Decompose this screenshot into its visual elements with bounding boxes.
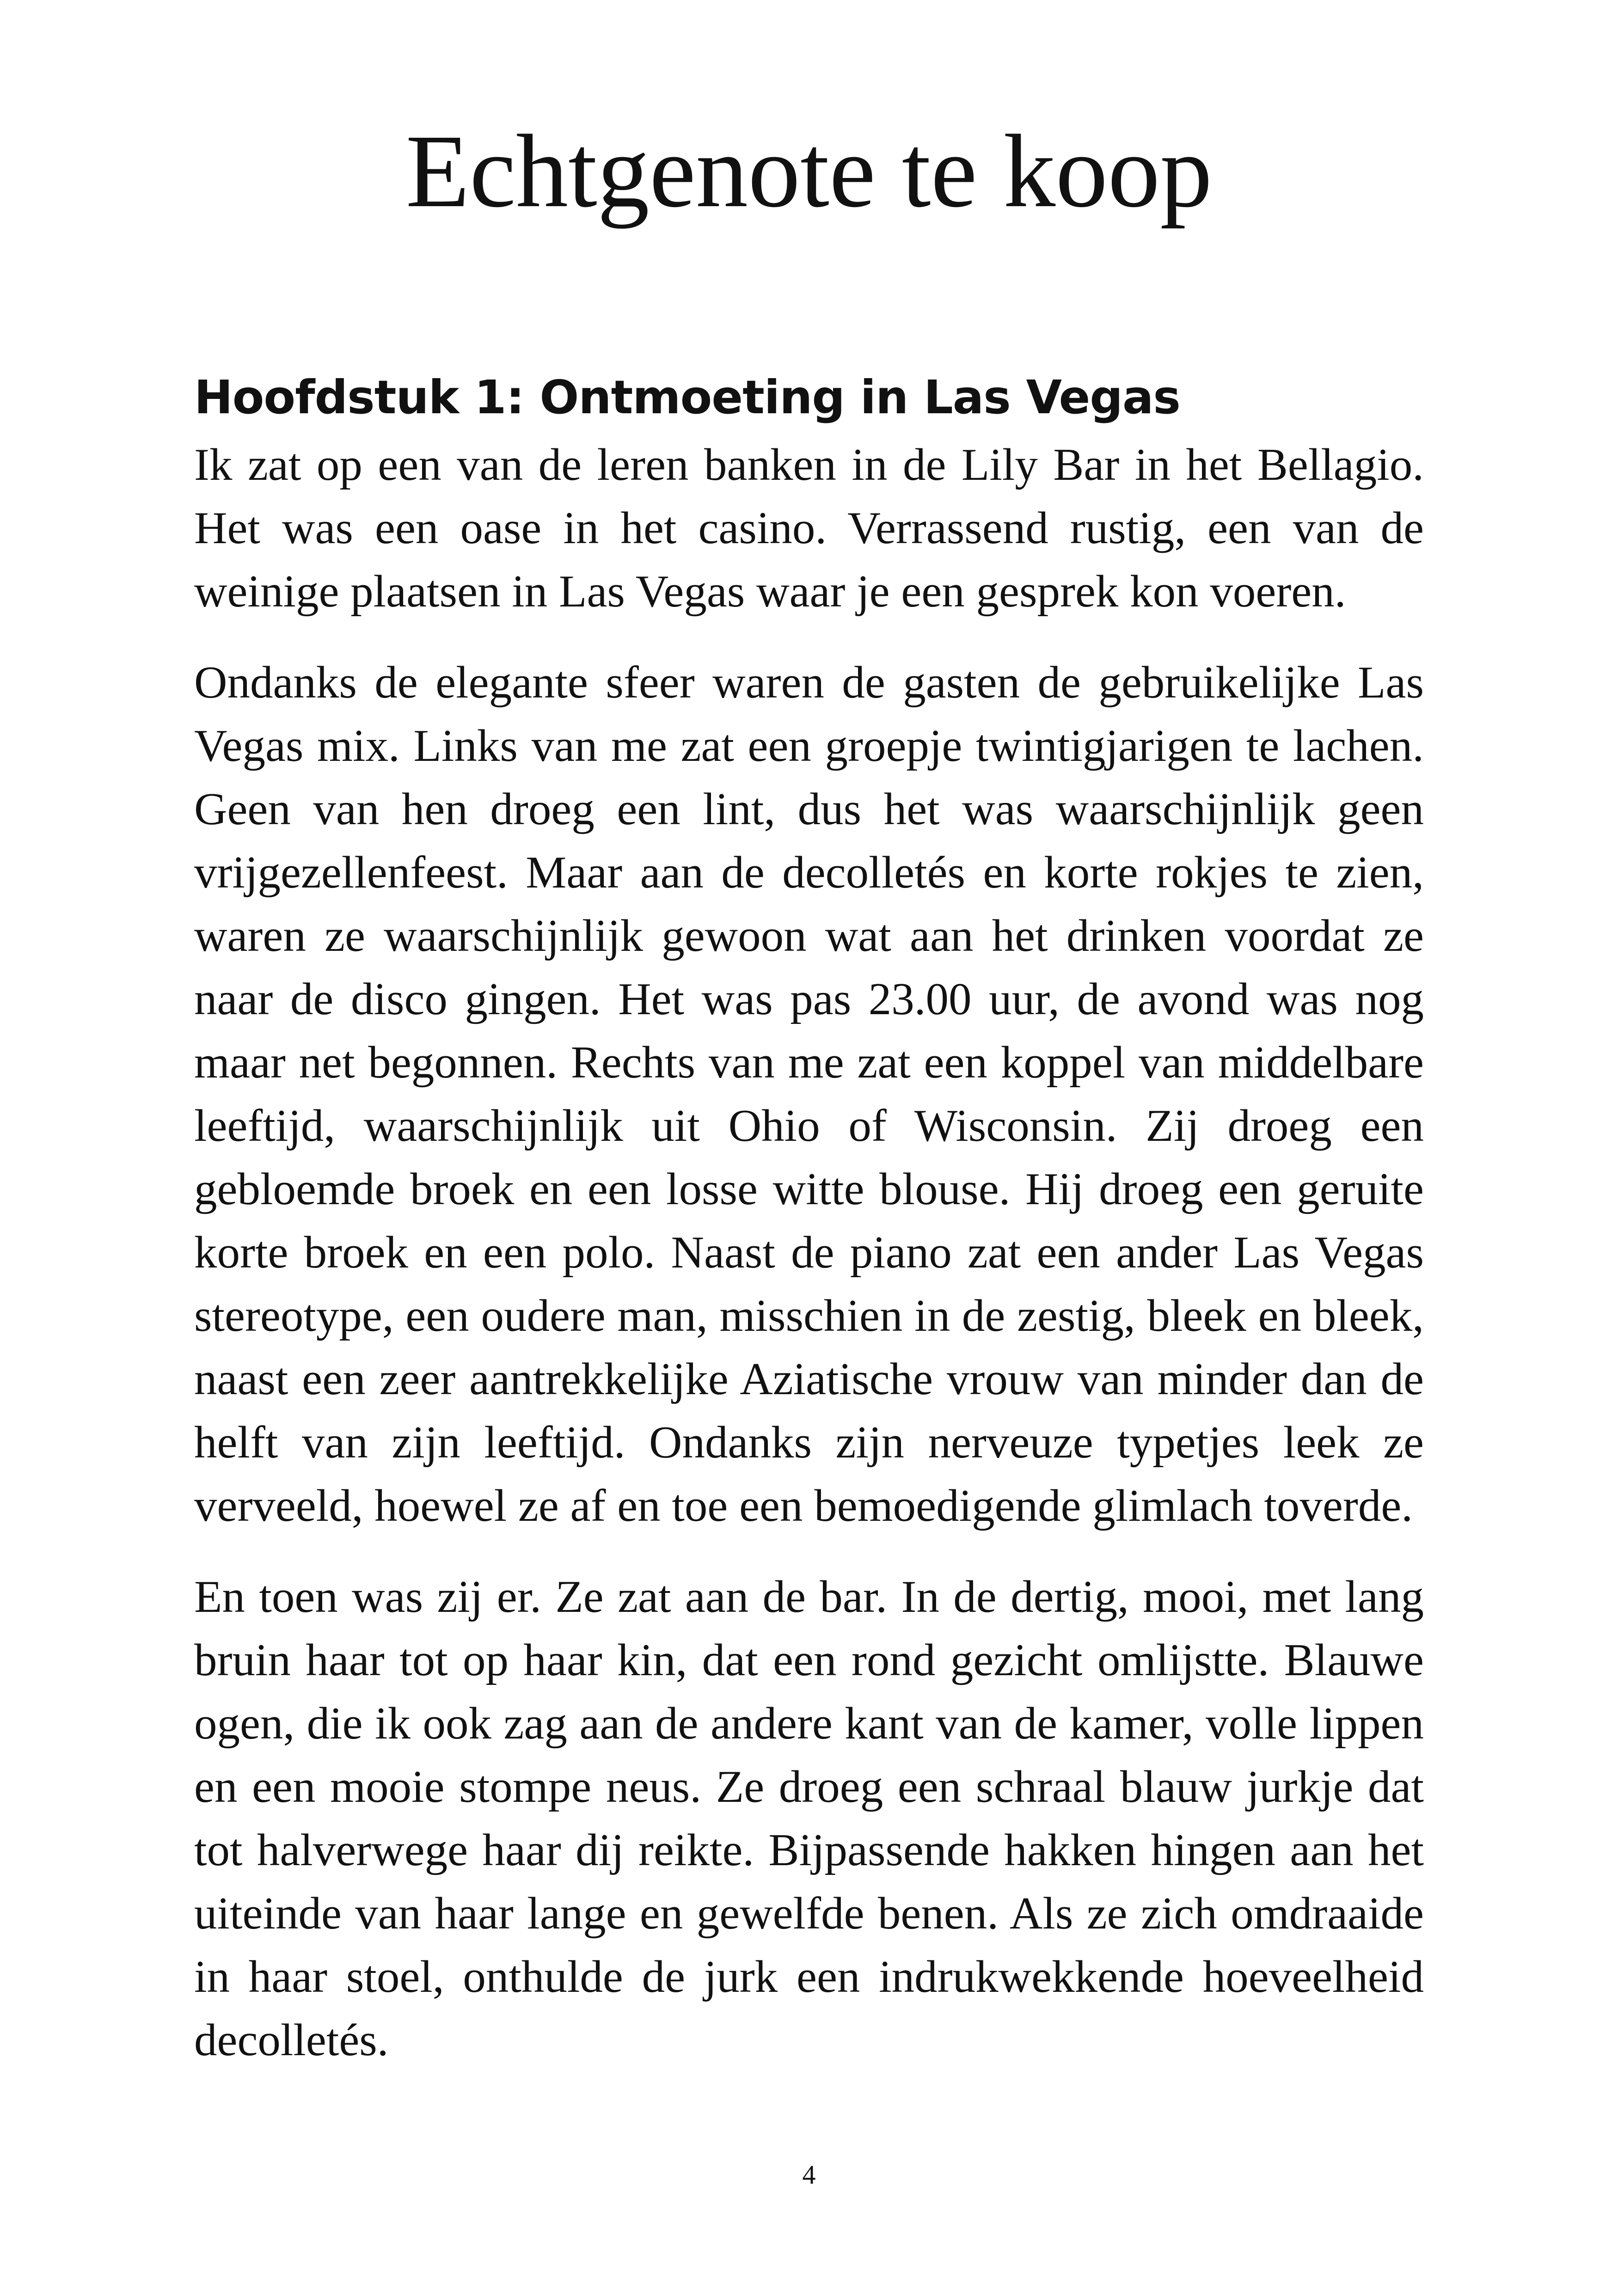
book-title: Echtgenote te koop (405, 113, 1213, 229)
chapter-heading: Hoofdstuk 1: Ontmoeting in Las Vegas (194, 370, 1180, 424)
paragraph-1: Ik zat op een van de leren banken in de Lily Bar in het Bellagio. Het was een oase in het casino. Verrassend rustig, een van de weinige plaatsen in Las Vegas waar je een gesprek kon voeren. (194, 440, 1424, 617)
page-number: 4 (802, 2160, 816, 2190)
paragraph-2: Ondanks de elegante sfeer waren de gasten de gebruikelijke Las Vegas mix. Links van me zat een groepje twintigjarigen te lachen. Geen van hen droeg een lint, dus het was waarschijnlijk geen vrijgezellenfeest. Maar aan de decolletés en korte rokjes te zien, waren ze waarschijnlijk gewoon wat aan het drinken voordat ze naar de disco gingen. Het was pas 23.00 uur, de avond was nog maar net begonnen. Rechts van me zat een koppel van middelbare leeftijd, waarschijnlijk uit Ohio of Wisconsin. Zij droeg een gebloemde broek en een losse witte blouse. Hij droeg een geruite korte broek en een polo. Naast de piano zat een ander Las Vegas stereotype, een oudere man, misschien in de zestig, bleek en bleek, naast een zeer aantrekkelijke Aziatische vrouw van minder dan de helft van zijn leeftijd. Ondanks zijn nerveuze typetjes leek ze verveeld, hoewel ze af en toe een bemoedigende glimlach toverde. (194, 657, 1424, 1531)
chapter-body (194, 363, 1424, 2100)
paragraph-3: En toen was zij er. Ze zat aan de bar. In de dertig, mooi, met lang bruin haar tot op haar kin, dat een rond gezicht omlijstte. Blauwe ogen, die ik ook zag aan de andere kant van de kamer, volle lippen en een mooie stompe neus. Ze droeg een schraal blauw jurkje dat tot halverwege haar dij reikte. Bijpassende hakken hingen aan het uiteinde van haar lange en gewelfde benen. Als ze zich omdraaide in haar stoel, onthulde de jurk een indrukwekkende hoeveelheid decolletés. (194, 1572, 1424, 2065)
